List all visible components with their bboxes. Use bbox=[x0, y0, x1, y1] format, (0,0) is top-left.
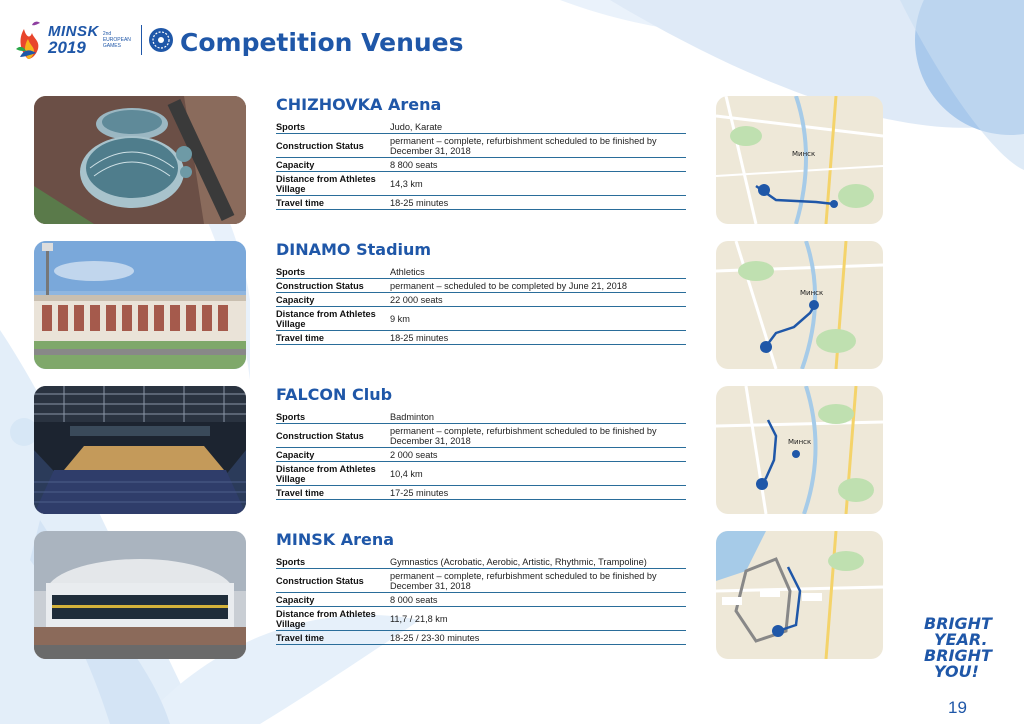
slogan-line: YEAR. bbox=[934, 630, 988, 649]
map-city-label: Минск bbox=[792, 150, 816, 158]
venue-facts-table bbox=[276, 120, 686, 210]
map-city-label: Минск bbox=[788, 438, 812, 446]
table-row bbox=[276, 631, 686, 645]
travel-value: 18-25 minutes bbox=[390, 196, 686, 210]
table-row bbox=[276, 448, 686, 462]
distance-value: 11,7 / 21,8 km bbox=[390, 607, 686, 631]
eoc-emblem-icon bbox=[148, 27, 174, 53]
construction-value: permanent – complete, refurbishment scheduled to be finished by December 31, 2018 bbox=[390, 424, 686, 448]
table-row bbox=[276, 424, 686, 448]
venue-name: MINSK Arena bbox=[276, 530, 395, 549]
slogan-line: YOU! bbox=[934, 662, 979, 681]
table-row bbox=[276, 331, 686, 345]
logo-year: 2019 bbox=[48, 38, 86, 57]
table-row bbox=[276, 486, 686, 500]
table-row bbox=[276, 134, 686, 158]
table-row bbox=[276, 120, 686, 134]
table-row bbox=[276, 410, 686, 424]
map-city-label: Минск bbox=[800, 289, 824, 297]
venue-photo bbox=[34, 531, 246, 659]
page-number: 19 bbox=[948, 698, 967, 717]
venue-photo bbox=[34, 96, 246, 224]
row-label: Capacity bbox=[276, 293, 390, 307]
venue-card bbox=[0, 96, 1024, 226]
venue-card bbox=[0, 531, 1024, 661]
flame-bird-icon bbox=[14, 19, 44, 61]
distance-value: 10,4 km bbox=[390, 462, 686, 486]
route-map bbox=[716, 96, 883, 224]
row-label: Distance from Athletes Village bbox=[276, 607, 390, 631]
capacity-value: 8 800 seats bbox=[390, 158, 686, 172]
venue-name: DINAMO Stadium bbox=[276, 240, 432, 259]
row-label: Construction Status bbox=[276, 279, 390, 293]
table-row bbox=[276, 462, 686, 486]
venue-card bbox=[0, 241, 1024, 371]
sports-value: Badminton bbox=[390, 410, 686, 424]
row-label: Travel time bbox=[276, 196, 390, 210]
venue-card bbox=[0, 386, 1024, 516]
route-map bbox=[716, 531, 883, 659]
row-label: Capacity bbox=[276, 448, 390, 462]
table-row bbox=[276, 172, 686, 196]
table-row bbox=[276, 158, 686, 172]
venue-name: CHIZHOVKA Arena bbox=[276, 95, 442, 114]
travel-value: 18-25 / 23-30 minutes bbox=[390, 631, 686, 645]
row-label: Capacity bbox=[276, 158, 390, 172]
construction-value: permanent – complete, refurbishment scheduled to be finished by December 31, 2018 bbox=[390, 134, 686, 158]
travel-value: 18-25 minutes bbox=[390, 331, 686, 345]
row-label: Sports bbox=[276, 410, 390, 424]
route-map bbox=[716, 241, 883, 369]
row-label: Sports bbox=[276, 265, 390, 279]
construction-value: permanent – complete, refurbishment scheduled to be finished by December 31, 2018 bbox=[390, 569, 686, 593]
row-label: Sports bbox=[276, 120, 390, 134]
row-label: Distance from Athletes Village bbox=[276, 307, 390, 331]
row-label: Travel time bbox=[276, 331, 390, 345]
table-row bbox=[276, 569, 686, 593]
logo-subtitle: 2nd EUROPEAN GAMES bbox=[102, 31, 131, 49]
row-label: Construction Status bbox=[276, 569, 390, 593]
slogan-line: BRIGHT bbox=[924, 646, 992, 665]
row-label: Capacity bbox=[276, 593, 390, 607]
table-row bbox=[276, 593, 686, 607]
venue-facts-table bbox=[276, 555, 686, 645]
table-row bbox=[276, 607, 686, 631]
venue-photo bbox=[34, 241, 246, 369]
capacity-value: 8 000 seats bbox=[390, 593, 686, 607]
venue-photo bbox=[34, 386, 246, 514]
table-row bbox=[276, 196, 686, 210]
table-row bbox=[276, 293, 686, 307]
venue-facts-table bbox=[276, 265, 686, 345]
logo-city: MINSK bbox=[48, 23, 99, 40]
logo-divider bbox=[141, 25, 142, 55]
row-label: Construction Status bbox=[276, 134, 390, 158]
capacity-value: 22 000 seats bbox=[390, 293, 686, 307]
travel-value: 17-25 minutes bbox=[390, 486, 686, 500]
row-label: Travel time bbox=[276, 631, 390, 645]
distance-value: 14,3 km bbox=[390, 172, 686, 196]
venue-name: FALCON Club bbox=[276, 385, 393, 404]
header bbox=[14, 10, 174, 70]
slogan-line: BRIGHT bbox=[924, 614, 992, 633]
sports-value: Gymnastics (Acrobatic, Aerobic, Artistic, Rhythmic, Trampoline) bbox=[390, 555, 686, 569]
capacity-value: 2 000 seats bbox=[390, 448, 686, 462]
venue-facts-table bbox=[276, 410, 686, 500]
sports-value: Judo, Karate bbox=[390, 120, 686, 134]
sports-value: Athletics bbox=[390, 265, 686, 279]
route-map bbox=[716, 386, 883, 514]
table-row bbox=[276, 307, 686, 331]
construction-value: permanent – scheduled to be completed by June 21, 2018 bbox=[390, 279, 686, 293]
table-row bbox=[276, 265, 686, 279]
row-label: Distance from Athletes Village bbox=[276, 462, 390, 486]
row-label: Distance from Athletes Village bbox=[276, 172, 390, 196]
table-row bbox=[276, 555, 686, 569]
row-label: Travel time bbox=[276, 486, 390, 500]
minsk-2019-logo bbox=[14, 19, 174, 61]
table-row bbox=[276, 279, 686, 293]
row-label: Construction Status bbox=[276, 424, 390, 448]
page-title: Competition Venues bbox=[180, 28, 464, 57]
slogan bbox=[924, 616, 992, 680]
distance-value: 9 km bbox=[390, 307, 686, 331]
row-label: Sports bbox=[276, 555, 390, 569]
